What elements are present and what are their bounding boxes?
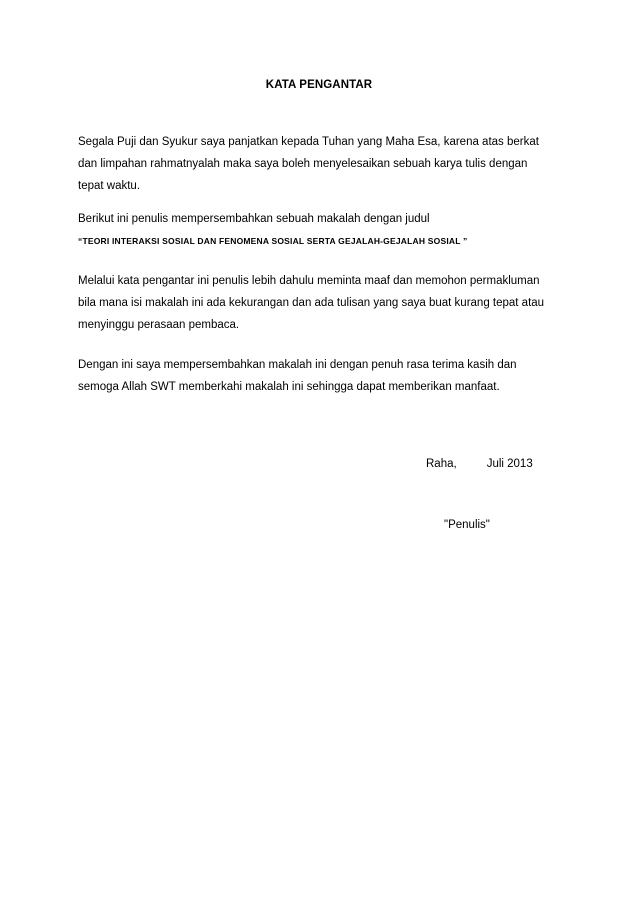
paragraph-line: Dengan ini saya mempersembahkan makalah ini dengan penuh rasa terima kasih dan bbox=[78, 359, 517, 371]
paragraph-line: semoga Allah SWT memberkahi makalah ini sehingga dapat memberikan manfaat. bbox=[78, 381, 500, 393]
place-text: Raha, bbox=[426, 458, 457, 470]
paragraph-line: dan limpahan rahmatnyalah maka saya boleh menyelesaikan sebuah karya tulis dengan bbox=[78, 158, 528, 170]
paragraph-line: menyinggu perasaan pembaca. bbox=[78, 319, 240, 331]
paper-title-text: “TEORI INTERAKSI SOSIAL DAN FENOMENA SOSIAL SERTA GEJALAH-GEJALAH SOSIAL ” bbox=[78, 236, 468, 246]
paragraph-opening bbox=[78, 131, 578, 197]
page-title: KATA PENGANTAR bbox=[265, 79, 373, 91]
paragraph-closing bbox=[78, 354, 578, 398]
author-signature: "Penulis" bbox=[444, 519, 490, 531]
date-text: Juli 2013 bbox=[486, 458, 533, 470]
paragraph-line: Berikut ini penulis mempersembahkan sebuah makalah dengan judul bbox=[78, 213, 430, 225]
paragraph-line: Melalui kata pengantar ini penulis lebih dahulu meminta maaf dan memohon permakluman bbox=[78, 275, 540, 287]
paragraph-paper-title bbox=[78, 208, 578, 252]
place-date bbox=[426, 458, 533, 470]
paragraph-line: bila mana isi makalah ini ada kekurangan dan ada tulisan yang saya buat kurang tepat atau bbox=[78, 297, 545, 309]
paragraph-line: tepat waktu. bbox=[78, 180, 141, 192]
paragraph-line: Segala Puji dan Syukur saya panjatkan kepada Tuhan yang Maha Esa, karena atas berkat bbox=[78, 136, 539, 148]
paragraph-apology bbox=[78, 270, 578, 336]
